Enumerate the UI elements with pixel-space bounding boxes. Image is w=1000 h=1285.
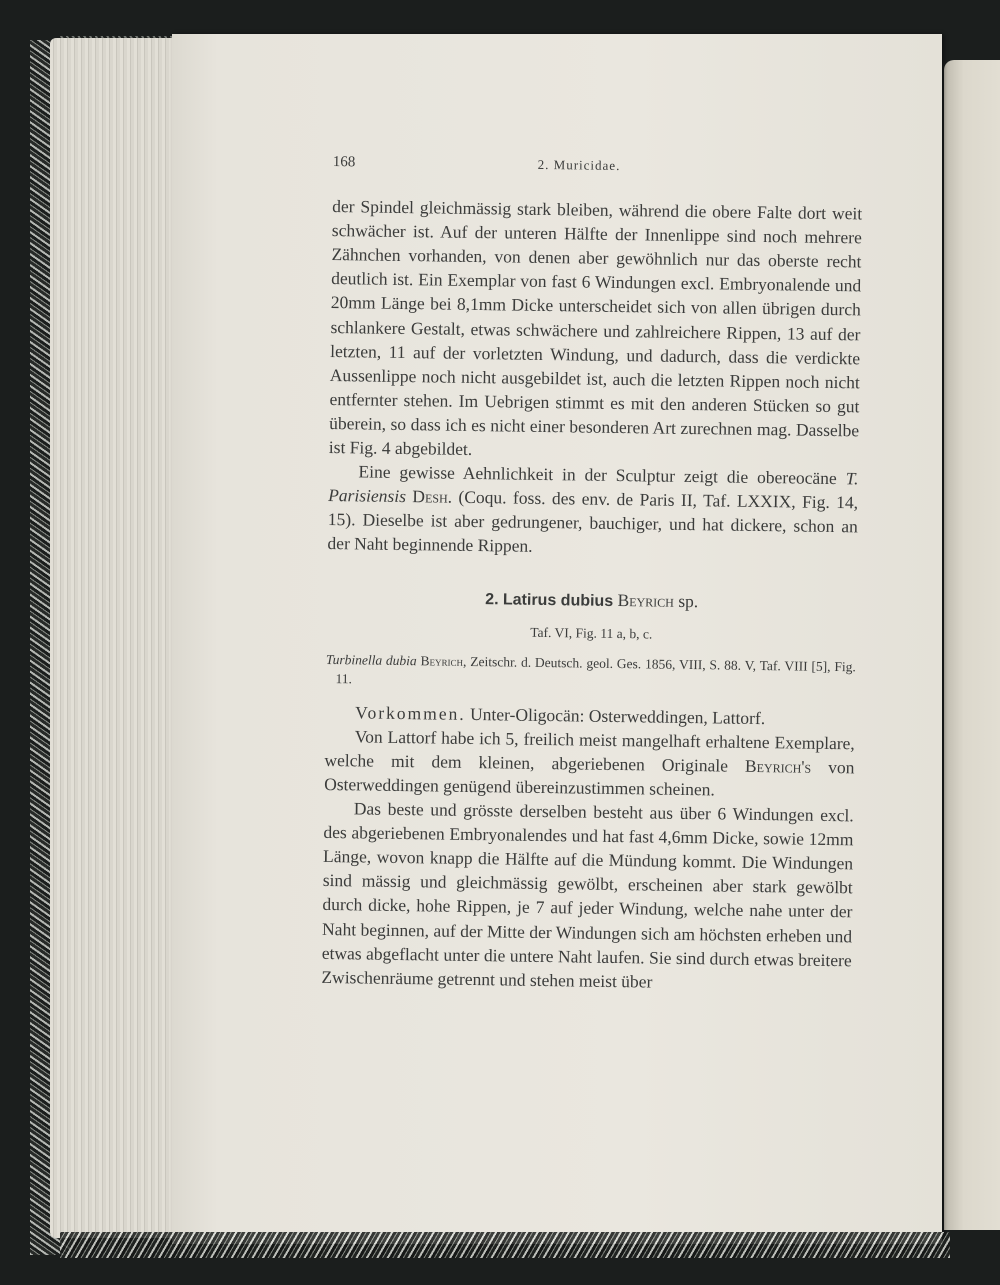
page-edges	[50, 38, 180, 1238]
section-title: 2. Muricidae.	[537, 156, 621, 174]
taxon-name: T. Parisiensis	[328, 468, 859, 507]
paragraph: Das beste und grösste derselben besteht aus über 6 Windungen excl. des abgeriebenen Embryonalendes und hat fast 4,6mm Dicke, sowie 12mm Länge, wovon knapp die Hälfte auf die Mündung kommt. Die Windungen sind mässig und gleichmässig gewölbt, erscheinen aber stark gewölbt durch dicke, hohe Rippen, je 7 auf jeder Windung, welche nahe unter der Naht beginnen, auf der Mitte der Windungen sich am höchsten erheben und etwas abgeflacht unter die untere Naht laufen. Sie sind durch etwas breitere Zwischenräume getrennt und stehen meist über	[321, 798, 854, 992]
paragraph: Eine gewisse Aehnlichkeit in der Sculptur zeigt die obereocäne T. Parisiensis Desh. (Coqu. foss. des env. de Paris II, Taf. LXXIX, Fig. 14, 15). Dieselbe ist aber gedrungener, bauchiger, und hat dickere, schon an der Naht beginnende Rippen.	[327, 461, 859, 557]
synonymy: Turbinella dubia Beyrich, Zeitschr. d. Deutsch. geol. Ges. 1856, VIII, S. 88. V, Taf. VIII [5], Fig. 11.	[325, 651, 856, 687]
book-cover-marbled-bottom	[60, 1232, 950, 1258]
author-name: Desh.	[412, 486, 453, 507]
occurrence: Vorkommen. Unter-Oligocän: Osterweddingen, Lattorf.	[355, 702, 766, 728]
species-heading: 2. Latirus dubius Beyrich sp.	[485, 589, 699, 611]
paragraph: Von Lattorf habe ich 5, freilich meist mangelhaft erhaltene Exemplare, welche mit dem kleinen, abgeriebenen Originale Beyrich's von Osterweddingen genügend übereinzustimmen scheinen.	[324, 726, 855, 800]
plate-reference: Taf. VI, Fig. 11 a, b, c.	[530, 624, 653, 642]
page-number: 168	[332, 153, 356, 171]
facing-page-edge	[944, 60, 1000, 1230]
paragraph: der Spindel gleichmässig stark bleiben, während die obere Falte dort weit schwächer ist. Auf der unteren Hälfte der Innenlippe sind noch mehrere Zähnchen vorhanden, von denen aber gewöhnlich nur das oberste recht deutlich ist. Ein Exemplar von fast 6 Windungen excl. Embryonalende und 20mm Länge bei 8,1mm Dicke unterscheidet sich von allen übrigen durch schlankere Gestalt, etwas schwächere und zahlreichere Rippen, 13 auf der letzten, 11 auf der vorletzten Windung, und dadurch, dass die verdickte Aussenlippe noch nicht ausgebildet ist, auch die letzten Rippen noch nicht entfernter stehen. Im Uebrigen stimmt es mit den anderen Stücken so gut überein, so dass ich es nicht einer besonderen Art zurechnen mag. Dasselbe ist Fig. 4 abgebildet.	[328, 196, 863, 460]
species-name: Latirus dubius	[502, 590, 614, 610]
page-text	[321, 150, 863, 996]
